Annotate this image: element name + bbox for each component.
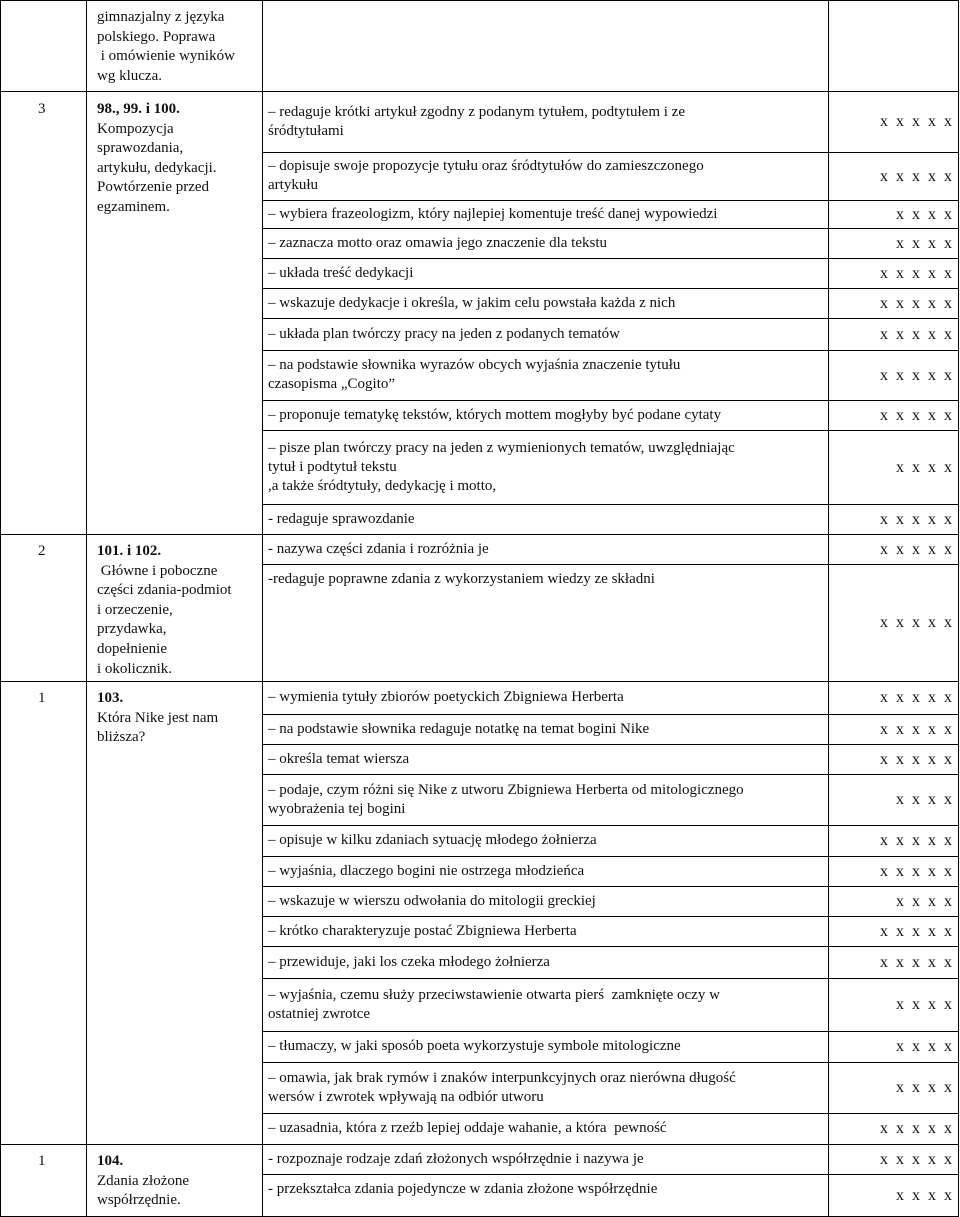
grade-marks: x x x x: [896, 1038, 952, 1055]
row-separator: [262, 1113, 959, 1114]
requirement-text: [268, 325, 620, 344]
row-separator: [262, 714, 959, 715]
requirement-line: – wskazuje w wierszu odwołania do mitologii greckiej: [268, 893, 596, 909]
row-separator: [262, 504, 959, 505]
row-separator: [262, 916, 959, 917]
lesson-number-line: 103.: [97, 690, 124, 706]
row-separator: [262, 564, 959, 565]
requirement-line: – przewiduje, jaki los czeka młodego żołnierza: [268, 954, 550, 970]
requirement-text: [268, 986, 720, 1024]
row-separator: [262, 350, 959, 351]
requirement-line: tytuł i podtytuł tekstu: [268, 459, 397, 475]
grade-marks: x x x x x: [880, 295, 952, 312]
requirement-line: – pisze plan twórczy pracy na jeden z wymienionych tematów, uwzględniając: [268, 440, 735, 456]
lesson-title: [97, 542, 232, 679]
lesson-title-line: Powtórzenie przed: [97, 179, 210, 196]
lesson-hours: 2: [38, 543, 46, 559]
requirement-text: [268, 570, 655, 589]
row-separator: [262, 978, 959, 979]
requirement-text: [268, 1037, 681, 1056]
grade-marks: x x x x: [896, 1079, 952, 1096]
lesson-title-line: i orzeczenie,: [97, 601, 173, 618]
lesson-title-line: dopełnienie: [97, 640, 167, 657]
requirement-text: [268, 264, 413, 283]
requirement-line: – określa temat wiersza: [268, 751, 410, 767]
requirement-line: artykułu: [268, 177, 318, 193]
row-separator: [262, 1144, 959, 1145]
column-divider-lesson: [86, 0, 87, 1217]
lesson-number-line: 104.: [97, 1153, 124, 1169]
grade-marks: x x x x x: [880, 751, 952, 768]
grade-marks: x x x x x: [880, 954, 952, 971]
requirement-text: [268, 953, 550, 972]
row-separator: [262, 288, 959, 289]
grade-marks: x x x x x: [880, 407, 952, 424]
row-separator: [262, 774, 959, 775]
lesson-number-line: 101. i 102.: [97, 543, 162, 559]
requirement-line: wersów i zwrotek wpływają na odbiór utworu: [268, 1089, 544, 1105]
grade-marks: x x x x x: [880, 326, 952, 343]
requirement-line: – podaje, czym różni się Nike z utworu Zbigniewa Herberta od mitologicznego: [268, 782, 744, 798]
requirement-text: [268, 892, 596, 911]
requirement-line: – zaznacza motto oraz omawia jego znaczenie dla tekstu: [268, 235, 607, 251]
row-separator: [262, 400, 959, 401]
requirement-line: - nazywa części zdania i rozróżnia je: [268, 541, 489, 557]
requirement-text: [268, 720, 649, 739]
grade-marks: x x x x x: [880, 721, 952, 738]
row-separator: [262, 152, 959, 153]
requirement-text: [268, 1069, 736, 1107]
row-separator: [262, 681, 959, 682]
requirement-line: – proponuje tematykę tekstów, których mottem mogłyby być podane cytaty: [268, 407, 722, 423]
requirement-line: – układa treść dedykacji: [268, 265, 414, 281]
lesson-title-line: gimnazjalny z języka: [97, 9, 225, 25]
requirement-text: [268, 439, 735, 496]
requirement-text: [268, 1180, 657, 1199]
row-separator: [262, 228, 959, 229]
grade-marks: x x x x x: [880, 689, 952, 706]
grade-marks: x x x x: [896, 996, 952, 1013]
lesson-separator: [0, 681, 262, 682]
requirement-text: [268, 750, 409, 769]
row-separator: [262, 91, 959, 92]
row-separator: [262, 1174, 959, 1175]
lesson-hours: 1: [38, 690, 46, 706]
row-separator: [262, 1062, 959, 1063]
requirement-line: śródtytułami: [268, 123, 344, 139]
lesson-title-line: egzaminem.: [97, 198, 170, 215]
requirement-line: – układa plan twórczy pracy na jeden z podanych tematów: [268, 326, 620, 342]
requirement-line: – dopisuje swoje propozycje tytułu oraz śródtytułów do zamieszczonego: [268, 158, 704, 174]
lesson-title: [97, 1152, 189, 1211]
row-separator: [262, 946, 959, 947]
requirement-line: – wskazuje dedykacje i określa, w jakim celu powstała każda z nich: [268, 295, 676, 311]
row-separator: [262, 258, 959, 259]
lesson-title-line: i omówienie wyników: [97, 48, 235, 65]
table-border-top: [0, 0, 959, 1]
grade-marks: x x x x x: [880, 511, 952, 528]
lesson-title: [97, 8, 235, 86]
lesson-title-line: części zdania-podmiot: [97, 582, 232, 599]
requirement-line: – na podstawie słownika redaguje notatkę na temat bogini Nike: [268, 721, 650, 737]
row-separator: [262, 744, 959, 745]
requirement-line: – wybiera frazeologizm, który najlepiej komentuje treść danej wypowiedzi: [268, 206, 718, 222]
requirement-text: [268, 862, 584, 881]
requirement-line: ostatniej zwrotce: [268, 1006, 371, 1022]
lesson-title-line: przydawka,: [97, 621, 167, 638]
grade-marks: x x x x x: [880, 614, 952, 631]
grade-marks: x x x x x: [880, 168, 952, 185]
table-border-right: [958, 0, 959, 1217]
grade-marks: x x x x x: [880, 1120, 952, 1137]
row-separator: [262, 1031, 959, 1032]
lesson-separator: [0, 91, 262, 92]
lesson-title-line: artykułu, dedykacji.: [97, 159, 217, 176]
row-separator: [262, 886, 959, 887]
lesson-title-line: polskiego. Poprawa: [97, 28, 216, 45]
lesson-separator: [0, 534, 262, 535]
requirement-line: czasopisma „Cogito”: [268, 376, 396, 392]
column-divider-requirements: [262, 0, 263, 1217]
requirement-line: – wymienia tytuły zbiorów poetyckich Zbigniewa Herberta: [268, 689, 624, 705]
grade-marks: x x x x: [896, 459, 952, 476]
grade-marks: x x x x x: [880, 923, 952, 940]
requirement-text: [268, 781, 744, 819]
lesson-title-line: Główne i poboczne: [97, 562, 218, 579]
lesson-title-line: Zdania złożone: [97, 1172, 190, 1189]
grade-marks: x x x x: [896, 791, 952, 808]
lesson-title-line: Która Nike jest nam: [97, 709, 219, 726]
lesson-number-line: 98., 99. i 100.: [97, 101, 180, 117]
requirement-line: - redaguje sprawozdanie: [268, 511, 415, 527]
row-separator: [262, 318, 959, 319]
requirement-line: -redaguje poprawne zdania z wykorzystaniem wiedzy ze składni: [268, 571, 655, 587]
lesson-title-line: sprawozdania,: [97, 140, 184, 157]
requirement-text: [268, 1150, 644, 1169]
row-separator: [262, 825, 959, 826]
requirement-line: – na podstawie słownika wyrazów obcych wyjaśnia znaczenie tytułu: [268, 357, 681, 373]
lesson-title-line: Kompozycja: [97, 120, 174, 137]
requirement-line: – opisuje w kilku zdaniach sytuację młodego żołnierza: [268, 832, 597, 848]
requirement-line: wyobrażenia tej bogini: [268, 801, 406, 817]
requirement-text: [268, 294, 675, 313]
row-separator: [262, 200, 959, 201]
grade-marks: x x x x x: [880, 863, 952, 880]
requirement-text: [268, 688, 624, 707]
grade-marks: x x x x x: [880, 367, 952, 384]
requirement-line: – tłumaczy, w jaki sposób poeta wykorzystuje symbole mitologiczne: [268, 1038, 681, 1054]
grade-marks: x x x x x: [880, 265, 952, 282]
lesson-title-line: wg klucza.: [97, 67, 162, 84]
requirement-text: [268, 205, 717, 224]
lesson-title-line: bliższa?: [97, 729, 146, 746]
grade-marks: x x x x x: [880, 1151, 952, 1168]
requirement-text: [268, 157, 704, 195]
lesson-separator: [0, 1144, 262, 1145]
row-separator: [262, 430, 959, 431]
grade-marks: x x x x: [896, 893, 952, 910]
requirement-text: [268, 922, 577, 941]
requirement-text: [268, 831, 597, 850]
lesson-title-line: i okolicznik.: [97, 660, 172, 677]
requirement-line: – wyjaśnia, dlaczego bogini nie ostrzega młodzieńca: [268, 863, 585, 879]
requirement-text: [268, 356, 680, 394]
lesson-hours: 3: [38, 101, 46, 117]
column-divider-marks: [828, 0, 829, 1217]
grade-marks: x x x x: [896, 235, 952, 252]
requirement-line: - przekształca zdania pojedyncze w zdania złożone współrzędnie: [268, 1181, 658, 1197]
lesson-hours: 1: [38, 1153, 46, 1169]
lesson-title-line: współrzędnie.: [97, 1192, 181, 1209]
lesson-title: [97, 689, 218, 748]
grade-marks: x x x x x: [880, 113, 952, 130]
requirement-text: [268, 510, 415, 529]
requirement-line: – redaguje krótki artykuł zgodny z podanym tytułem, podtytułem i ze: [268, 104, 685, 120]
requirement-line: ,a także śródtytuły, dedykację i motto,: [268, 478, 497, 494]
grade-marks: x x x x: [896, 1187, 952, 1204]
requirement-text: [268, 540, 489, 559]
requirement-text: [268, 1119, 667, 1138]
grade-marks: x x x x: [896, 206, 952, 223]
requirement-text: [268, 103, 685, 141]
requirement-line: – uzasadnia, która z rzeźb lepiej oddaje wahanie, a która pewność: [268, 1120, 667, 1136]
requirement-text: [268, 234, 607, 253]
table-border-left: [0, 0, 1, 1217]
row-separator: [262, 856, 959, 857]
requirement-line: - rozpoznaje rodzaje zdań złożonych współrzędnie i nazywa je: [268, 1151, 644, 1167]
grade-marks: x x x x x: [880, 541, 952, 558]
requirement-line: – krótko charakteryzuje postać Zbigniewa Herberta: [268, 923, 577, 939]
grade-marks: x x x x x: [880, 832, 952, 849]
requirement-line: – omawia, jak brak rymów i znaków interpunkcyjnych oraz nierówna długość: [268, 1070, 736, 1086]
requirement-text: [268, 406, 721, 425]
requirement-line: – wyjaśnia, czemu służy przeciwstawienie otwarta pierś zamknięte oczy w: [268, 987, 720, 1003]
lesson-title: [97, 100, 217, 218]
row-separator: [262, 534, 959, 535]
